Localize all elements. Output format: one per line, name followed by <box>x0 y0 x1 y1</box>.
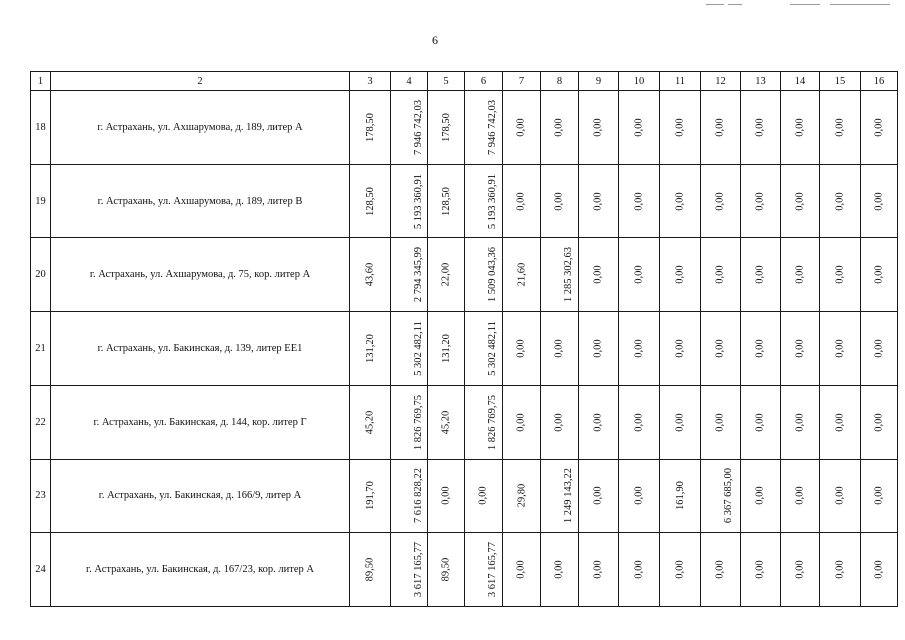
scan-artifact-line <box>728 4 742 5</box>
cell-value: 0,00 <box>873 339 885 358</box>
table-row <box>31 91 898 165</box>
cell-value: 5 302 482,11 <box>486 321 498 376</box>
cell-value: 7 946 742,03 <box>487 99 499 155</box>
cell-value: 0,00 <box>516 191 527 211</box>
cell-value: 0,00 <box>834 486 846 506</box>
cell-value: 0,00 <box>593 118 604 137</box>
cell-value: 0,00 <box>516 560 527 579</box>
row-number-cell: 22 <box>31 385 51 459</box>
cell-value: 0,00 <box>593 560 604 579</box>
value-cell-col-7 <box>503 238 541 312</box>
column-header-10: 10 <box>619 72 660 91</box>
cell-value: 0,00 <box>715 560 726 579</box>
cell-value: 5 193 360,91 <box>413 173 425 229</box>
value-cell-col-6 <box>465 385 503 459</box>
scan-artifact-line <box>830 4 890 5</box>
value-cell-col-16 <box>861 385 898 459</box>
address-cell: г. Астрахань, ул. Бакинская, д. 167/23, кор. литер А <box>51 533 350 607</box>
cell-value: 89,50 <box>440 557 452 582</box>
value-cell-col-10 <box>619 238 660 312</box>
cell-value: 7 946 742,03 <box>413 99 425 155</box>
value-cell-col-14 <box>781 385 820 459</box>
cell-value: 0,00 <box>755 191 766 211</box>
value-cell-col-7 <box>503 385 541 459</box>
cell-value: 0,00 <box>794 560 806 579</box>
cell-value: 0,00 <box>794 265 806 284</box>
cell-value: 0,00 <box>554 191 565 211</box>
cell-value: 0,00 <box>633 560 645 579</box>
value-cell-col-14 <box>781 533 820 607</box>
cell-value: 5 302 482,11 <box>412 321 424 376</box>
cell-value: 0,00 <box>873 118 885 137</box>
row-number-cell: 18 <box>31 91 51 165</box>
cell-value: 0,00 <box>715 339 726 358</box>
value-cell-col-13 <box>741 385 781 459</box>
page-number: 6 <box>432 33 438 47</box>
value-cell-col-5 <box>428 238 465 312</box>
value-cell-col-12 <box>701 312 741 386</box>
value-cell-col-5 <box>428 312 465 386</box>
value-cell-col-9 <box>579 238 619 312</box>
address-cell: г. Астрахань, ул. Ахшарумова, д. 75, кор. литер А <box>51 238 350 312</box>
cell-value: 0,00 <box>633 118 645 137</box>
column-header-9: 9 <box>579 72 619 91</box>
column-header-15: 15 <box>820 72 861 91</box>
value-cell-col-5 <box>428 385 465 459</box>
value-cell-col-14 <box>781 164 820 238</box>
cell-value: 0,00 <box>834 191 846 211</box>
cell-value: 0,00 <box>633 339 645 358</box>
cell-value: 131,20 <box>440 334 452 363</box>
address-cell: г. Астрахань, ул. Ахшарумова, д. 189, литер А <box>51 91 350 165</box>
cell-value: 191,70 <box>364 481 376 511</box>
value-cell-col-16 <box>861 312 898 386</box>
cell-value: 1 826 769,75 <box>487 394 499 450</box>
value-cell-col-5 <box>428 459 465 533</box>
value-cell-col-9 <box>579 533 619 607</box>
cell-value: 0,00 <box>674 265 686 284</box>
value-cell-col-3 <box>350 238 391 312</box>
value-cell-col-15 <box>820 91 861 165</box>
value-cell-col-7 <box>503 91 541 165</box>
value-cell-col-15 <box>820 312 861 386</box>
value-cell-col-13 <box>741 459 781 533</box>
value-cell-col-8 <box>541 164 579 238</box>
cell-value: 0,00 <box>794 191 806 211</box>
value-cell-col-11 <box>660 91 701 165</box>
value-cell-col-12 <box>701 385 741 459</box>
cell-value: 0,00 <box>755 560 766 579</box>
value-cell-col-10 <box>619 164 660 238</box>
cell-value: 0,00 <box>554 412 565 432</box>
cell-value: 43,60 <box>364 262 376 287</box>
cell-value: 0,00 <box>715 412 726 432</box>
cell-value: 45,20 <box>440 410 452 434</box>
cell-value: 0,00 <box>834 118 846 137</box>
cell-value: 0,00 <box>440 486 452 506</box>
cell-value: 0,00 <box>834 339 846 358</box>
value-cell-col-13 <box>741 312 781 386</box>
cell-value: 22,00 <box>440 262 452 287</box>
cell-value: 5 193 360,91 <box>487 173 499 229</box>
cell-value: 0,00 <box>674 339 686 358</box>
value-cell-col-4 <box>391 91 428 165</box>
value-cell-col-9 <box>579 385 619 459</box>
cell-value: 0,00 <box>873 486 885 506</box>
cell-value: 1 509 043,36 <box>487 247 499 303</box>
value-cell-col-14 <box>781 459 820 533</box>
value-cell-col-11 <box>660 164 701 238</box>
value-cell-col-16 <box>861 238 898 312</box>
cell-value: 0,00 <box>593 191 604 211</box>
cell-value: 0,00 <box>873 265 885 284</box>
address-cell: г. Астрахань, ул. Бакинская, д. 166/9, литер А <box>51 459 350 533</box>
value-cell-col-8 <box>541 238 579 312</box>
cell-value: 178,50 <box>364 112 376 142</box>
value-cell-col-9 <box>579 91 619 165</box>
cell-value: 0,00 <box>633 486 645 506</box>
cell-value: 0,00 <box>516 339 527 358</box>
value-cell-col-4 <box>391 238 428 312</box>
cell-value: 0,00 <box>593 486 604 506</box>
value-cell-col-9 <box>579 312 619 386</box>
value-cell-col-11 <box>660 533 701 607</box>
column-header-4: 4 <box>391 72 428 91</box>
value-cell-col-8 <box>541 385 579 459</box>
value-cell-col-12 <box>701 91 741 165</box>
value-cell-col-15 <box>820 385 861 459</box>
cell-value: 45,20 <box>364 410 376 434</box>
cell-value: 89,50 <box>364 557 376 582</box>
cell-value: 7 616 828,22 <box>413 468 425 524</box>
column-header-16: 16 <box>861 72 898 91</box>
value-cell-col-3 <box>350 312 391 386</box>
column-header-11: 11 <box>660 72 701 91</box>
value-cell-col-8 <box>541 312 579 386</box>
value-cell-col-16 <box>861 533 898 607</box>
value-cell-col-3 <box>350 459 391 533</box>
cell-value: 29,80 <box>516 484 527 508</box>
cell-value: 3 617 165,77 <box>413 542 425 598</box>
value-cell-col-6 <box>465 459 503 533</box>
value-cell-col-11 <box>660 238 701 312</box>
column-header-1: 1 <box>31 72 51 91</box>
cell-value: 0,00 <box>633 191 645 211</box>
table-body <box>31 91 898 607</box>
cell-value: 0,00 <box>834 560 846 579</box>
value-cell-col-6 <box>465 164 503 238</box>
value-cell-col-4 <box>391 312 428 386</box>
value-cell-col-10 <box>619 385 660 459</box>
cell-value: 0,00 <box>516 412 527 432</box>
value-cell-col-13 <box>741 238 781 312</box>
value-cell-col-4 <box>391 533 428 607</box>
cell-value: 128,50 <box>364 186 376 216</box>
value-cell-col-13 <box>741 164 781 238</box>
cell-value: 128,50 <box>440 186 452 216</box>
cell-value: 0,00 <box>873 412 885 432</box>
cell-value: 0,00 <box>755 412 766 432</box>
cell-value: 0,00 <box>674 560 686 579</box>
cell-value: 161,90 <box>674 481 686 511</box>
cell-value: 0,00 <box>593 412 604 432</box>
address-cell: г. Астрахань, ул. Бакинская, д. 139, литер ЕЕ1 <box>51 312 350 386</box>
cell-value: 0,00 <box>834 265 846 284</box>
value-cell-col-15 <box>820 459 861 533</box>
cell-value: 0,00 <box>794 486 806 506</box>
cell-value: 0,00 <box>674 412 686 432</box>
value-cell-col-6 <box>465 312 503 386</box>
cell-value: 0,00 <box>715 118 726 137</box>
cell-value: 0,00 <box>755 486 766 506</box>
value-cell-col-12 <box>701 459 741 533</box>
table-row <box>31 459 898 533</box>
value-cell-col-7 <box>503 312 541 386</box>
value-cell-col-11 <box>660 385 701 459</box>
cell-value: 0,00 <box>755 339 766 358</box>
cell-value: 1 285 302,63 <box>563 247 575 303</box>
cell-value: 0,00 <box>755 118 766 137</box>
cell-value: 0,00 <box>554 339 565 358</box>
value-cell-col-15 <box>820 533 861 607</box>
cell-value: 0,00 <box>873 191 885 211</box>
value-cell-col-16 <box>861 459 898 533</box>
scan-artifact-line <box>790 4 820 5</box>
cell-value: 0,00 <box>715 265 726 284</box>
value-cell-col-4 <box>391 164 428 238</box>
cell-value: 0,00 <box>516 118 527 137</box>
row-number-cell: 19 <box>31 164 51 238</box>
cell-value: 0,00 <box>794 339 806 358</box>
table-row <box>31 312 898 386</box>
column-header-13: 13 <box>741 72 781 91</box>
cell-value: 6 367 685,00 <box>723 468 735 524</box>
cell-value: 0,00 <box>554 118 565 137</box>
column-header-6: 6 <box>465 72 503 91</box>
row-number-cell: 20 <box>31 238 51 312</box>
value-cell-col-10 <box>619 459 660 533</box>
cell-value: 0,00 <box>593 339 604 358</box>
property-table <box>30 71 898 607</box>
value-cell-col-10 <box>619 533 660 607</box>
table-row <box>31 533 898 607</box>
value-cell-col-3 <box>350 533 391 607</box>
column-header-14: 14 <box>781 72 820 91</box>
value-cell-col-8 <box>541 91 579 165</box>
cell-value: 178,50 <box>440 112 452 142</box>
value-cell-col-6 <box>465 91 503 165</box>
value-cell-col-9 <box>579 164 619 238</box>
value-cell-col-14 <box>781 312 820 386</box>
table-row <box>31 385 898 459</box>
cell-value: 2 794 345,99 <box>413 247 425 303</box>
value-cell-col-15 <box>820 238 861 312</box>
value-cell-col-4 <box>391 385 428 459</box>
cell-value: 21,60 <box>516 262 527 287</box>
value-cell-col-12 <box>701 238 741 312</box>
value-cell-col-5 <box>428 533 465 607</box>
cell-value: 0,00 <box>794 412 806 432</box>
value-cell-col-3 <box>350 91 391 165</box>
value-cell-col-12 <box>701 533 741 607</box>
cell-value: 0,00 <box>674 191 686 211</box>
address-cell: г. Астрахань, ул. Бакинская, д. 144, кор. литер Г <box>51 385 350 459</box>
column-number-header-row <box>31 72 898 91</box>
table-row <box>31 164 898 238</box>
value-cell-col-16 <box>861 91 898 165</box>
value-cell-col-5 <box>428 91 465 165</box>
cell-value: 0,00 <box>715 191 726 211</box>
cell-value: 0,00 <box>593 265 604 284</box>
value-cell-col-8 <box>541 533 579 607</box>
value-cell-col-13 <box>741 91 781 165</box>
row-number-cell: 23 <box>31 459 51 533</box>
cell-value: 0,00 <box>873 560 885 579</box>
column-header-12: 12 <box>701 72 741 91</box>
value-cell-col-11 <box>660 312 701 386</box>
value-cell-col-15 <box>820 164 861 238</box>
cell-value: 0,00 <box>633 265 645 284</box>
cell-value: 1 249 143,22 <box>563 468 575 524</box>
row-number-cell: 21 <box>31 312 51 386</box>
column-header-5: 5 <box>428 72 465 91</box>
column-header-2: 2 <box>51 72 350 91</box>
cell-value: 131,20 <box>364 334 376 363</box>
value-cell-col-9 <box>579 459 619 533</box>
value-cell-col-14 <box>781 238 820 312</box>
value-cell-col-7 <box>503 459 541 533</box>
address-cell: г. Астрахань, ул. Ахшарумова, д. 189, литер В <box>51 164 350 238</box>
value-cell-col-3 <box>350 385 391 459</box>
cell-value: 0,00 <box>478 486 489 506</box>
column-header-7: 7 <box>503 72 541 91</box>
value-cell-col-13 <box>741 533 781 607</box>
value-cell-col-6 <box>465 533 503 607</box>
value-cell-col-10 <box>619 312 660 386</box>
table-row <box>31 238 898 312</box>
cell-value: 3 617 165,77 <box>487 542 499 598</box>
column-header-3: 3 <box>350 72 391 91</box>
cell-value: 1 826 769,75 <box>413 394 425 450</box>
column-header-8: 8 <box>541 72 579 91</box>
cell-value: 0,00 <box>834 412 846 432</box>
cell-value: 0,00 <box>633 412 645 432</box>
cell-value: 0,00 <box>755 265 766 284</box>
row-number-cell: 24 <box>31 533 51 607</box>
value-cell-col-11 <box>660 459 701 533</box>
cell-value: 0,00 <box>674 118 686 137</box>
value-cell-col-10 <box>619 91 660 165</box>
value-cell-col-7 <box>503 533 541 607</box>
value-cell-col-3 <box>350 164 391 238</box>
value-cell-col-12 <box>701 164 741 238</box>
value-cell-col-7 <box>503 164 541 238</box>
value-cell-col-4 <box>391 459 428 533</box>
value-cell-col-5 <box>428 164 465 238</box>
value-cell-col-6 <box>465 238 503 312</box>
value-cell-col-8 <box>541 459 579 533</box>
value-cell-col-14 <box>781 91 820 165</box>
value-cell-col-16 <box>861 164 898 238</box>
cell-value: 0,00 <box>554 560 565 579</box>
cell-value: 0,00 <box>794 118 806 137</box>
scan-artifact-line <box>706 4 724 5</box>
